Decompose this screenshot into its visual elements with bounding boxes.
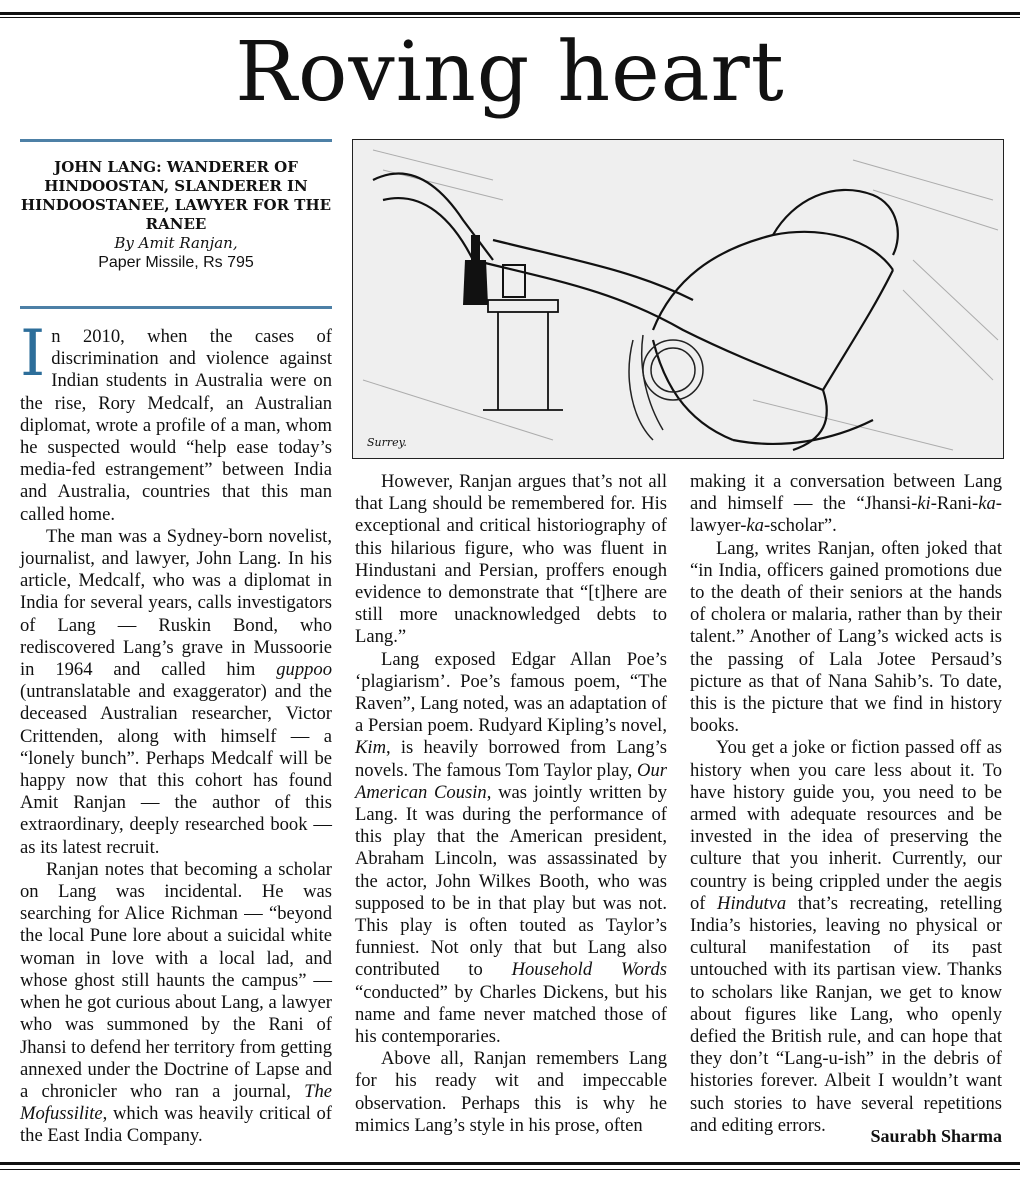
paragraph: Above all, Ranjan remembers Lang for his ready wit and impeccable observation. Perhaps this is why he mimics Lang’s style in his prose, often — [355, 1048, 667, 1136]
book-author: By Amit Ranjan, — [114, 234, 238, 252]
book-title: JOHN LANG: WANDERER OF HINDOOSTAN, SLANDERER IN HINDOOSTANEE, LAWYER FOR THE RANEE — [20, 158, 332, 233]
bottom-rule — [0, 1162, 1020, 1165]
bottom-rule-thin — [0, 1169, 1020, 1170]
illustration-man-reclining — [352, 139, 1004, 459]
paragraph: You get a joke or fiction passed off as history when you care less about it. To have history guide you, you need to be armed with adequate resources and be invested in the idea of preserving the culture that you inherit. Currently, our country is being crippled under the aegis of Hindutva that’s recreating, retelling India’s histories, leaving no physical or cultural manifestation of its past untouched with its partisan view. Thanks to scholars like Ranjan, we get to know about figures like Lang, who openly defied the British rule, and can hope that they don’t “Lang-u-ish” in the debris of histories forever. Albeit I wouldn’t want such stories to have several repetitions and editing errors. — [690, 737, 1002, 1136]
paragraph: making it a conversation between Lang and himself — the “Jhansi-ki-Rani-ka-lawyer-ka-scholar”. — [690, 471, 1002, 537]
article-column-3 — [690, 471, 1002, 1137]
article-column-2 — [355, 471, 667, 1137]
headline: Roving heart — [235, 25, 785, 120]
drop-cap: I — [20, 317, 46, 391]
blue-rule-top — [20, 139, 332, 142]
book-publisher: Paper Missile, Rs 795 — [98, 254, 254, 271]
article-column-1 — [20, 317, 332, 1148]
blue-rule-bottom — [20, 306, 332, 309]
illustration-signature: Surrey. — [367, 436, 407, 449]
paragraph: Lang, writes Ranjan, often joked that “in India, officers gained promotions due to the death of their seniors at the hands of cholera or malaria, rather than by their talent.” Another of Lang’s wicked acts is the passing of Lala Jotee Persaud’s picture as that of Nana Sahib’s. To date, this is the picture that we find in history books. — [690, 537, 1002, 737]
paragraph: In 2010, when the cases of discrimination and violence against Indian students in Australia were on the rise, Rory Medcalf, an Australian diplomat, wrote a profile of a man, whom he suspected would “help ease today’s media-fed estrangement” between India and Australia, countries that this man called home. — [20, 317, 332, 525]
reviewer-byline: Saurabh Sharma — [870, 1126, 1002, 1146]
sketch-drawing — [353, 140, 1003, 458]
paragraph: The man was a Sydney-born novelist, journalist, and lawyer, John Lang. In his article, Medcalf, who was a diplomat in India for several years, calls investigators of Lang — Ruskin Bond, who rediscovered Lang’s grave in Mussoorie in 1964 and called him guppoo (untranslatable and exaggerator) and the deceased Australian researcher, Victor Crittenden, along with himself — a “lonely bunch”. Perhaps Medcalf will be happy now that this cohort has found Amit Ranjan — the author of this extraordinary, deeply researched book — as its latest recruit. — [20, 525, 332, 858]
paragraph: Ranjan notes that becoming a scholar on Lang was incidental. He was searching for Alice Richman — “beyond the local Pune lore about a suicidal white woman in love with a local lad, and whose ghost still haunts the campus” — when he got curious about Lang, a lawyer who was summoned by the Rani of Jhansi to defend her territory from getting annexed under the Doctrine of Lapse and a chronicler who ran a journal, The Mofussilite, which was heavily critical of the East India Company. — [20, 858, 332, 1147]
paragraph: Lang exposed Edgar Allan Poe’s ‘plagiarism’. Poe’s famous poem, “The Raven”, Lang noted, was an adaptation of a Persian poem. Rudyard Kipling’s novel, Kim, is heavily borrowed from Lang’s novels. The famous Tom Taylor play, Our American Cousin, was jointly written by Lang. It was during the performance of this play that the American president, Abraham Lincoln, was assassinated by the actor, John Wilkes Booth, who was supposed to be in that play but was not. This play is often touted as Taylor’s funniest. Not only that but Lang also contributed to Household Words “conducted” by Charles Dickens, but his name and fame never matched those of his contemporaries. — [355, 648, 667, 1048]
book-info — [20, 158, 332, 272]
paragraph: However, Ranjan argues that’s not all that Lang should be remembered for. His exceptional and critical historiography of this hilarious figure, who was fluent in Hindustani and Persian, proffers enough evidence to demonstrate that “[t]here are still more unacknowledged debts to Lang.” — [355, 471, 667, 648]
